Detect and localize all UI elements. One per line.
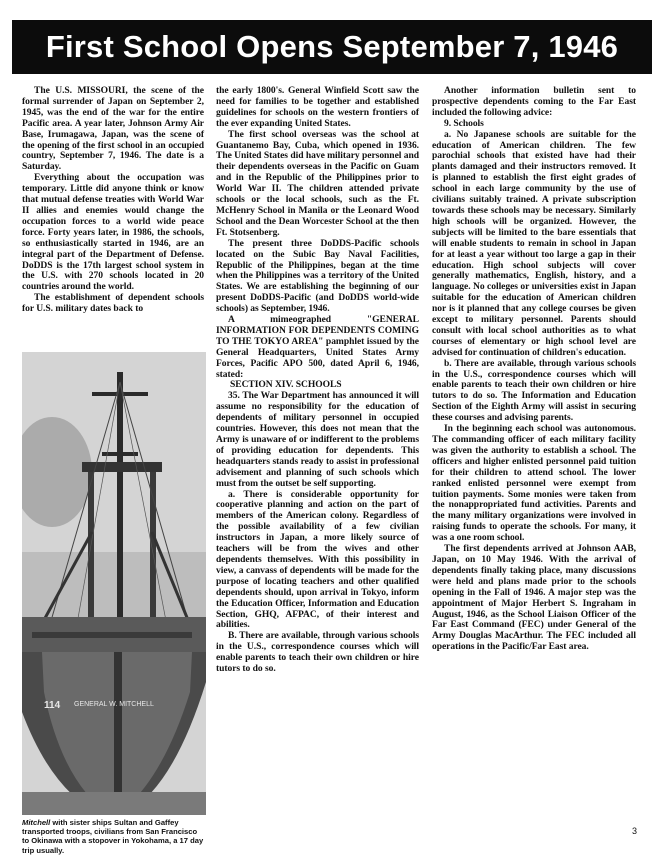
article-column-2: [216, 86, 419, 675]
paragraph: 35. The War Department has announced it will assume no responsibility for the education of dependents of military personnel in occupied countries. However, this does not mean that the Army is unaware of or indifferent to the problems of providing education for dependents. This headquarters stands ready to assist in professional advisement and planning of such schools which must from the outset be self supporting.: [216, 390, 419, 489]
paragraph: Another information bulletin sent to prospective dependents coming to the Far East included the following advice:: [432, 85, 636, 118]
photo-caption: [22, 818, 206, 855]
paragraph: B. There are available, through various schools in the U.S., correspondence courses which will enable parents to teach their own children or hire tutors to do so.: [216, 630, 419, 675]
paragraph: The U.S. MISSOURI, the scene of the formal surrender of Japan on September 2, 1945, was the end of the war for the entire Pacific area. A year later, Johnson Army Air Base, Irumagawa, Japan, was the scene of the opening of the first school in an occupied country, September 7, 1946. The date is a Saturday.: [22, 85, 204, 173]
paragraph: the early 1800's. General Winfield Scott saw the need for families to be together and established guidelines for schools on the western frontiers of the ever expanding United States.: [216, 85, 419, 129]
hull-name: GENERAL W. MITCHELL: [74, 701, 154, 708]
article-column-1: [22, 86, 204, 315]
page-title: First School Opens September 7, 1946: [12, 20, 652, 74]
section-heading: SECTION XIV. SCHOOLS: [230, 379, 342, 391]
ship-photo: [22, 352, 206, 815]
paragraph: The first school overseas was the school at Guantanemo Bay, Cuba, which opened in 1936. The United States did have military personnel and their dependents overseas in the Pacific on Guam and in the Republic of the Philippines prior to World War II. The children attended private schools or the local schools, such as the Ft. McHenry School in Manila or the Leonard Wood School and the Dean Worcester School at the then Ft. Stotsenberg.: [216, 128, 419, 238]
caption-text: with sister ships Sultan and Gaffey transported troops, civilians from San Francisco to Okinawa with a stopover in Yokohama, a 17 day trip usually.: [22, 818, 204, 855]
hull-number: 114: [44, 700, 61, 711]
paragraph: The present three DoDDS-Pacific schools located on the Subic Bay Naval Facilities, Republic of the Philippines, began at the time when the Philippines was a territory of the United States. We are establishing the beginning of our present DoDDS-Pacific (and DoDDS world-wide schools) as September, 1946.: [216, 237, 419, 315]
caption-ship-name: Mitchell: [22, 818, 51, 827]
paragraph: A mimeographed "GENERAL INFORMATION FOR DEPENDENTS COMING TO THE TOKYO AREA" pamphlet issued by the General Headquarters, United States Army Forces, Pacific APO 500, dated April 6, 1946, stated:: [216, 314, 419, 380]
paragraph: In the beginning each school was autonomous. The commanding officer of each military facility was given the authority to establish a school. The officers and higher enlisted personnel paid tuition for their children to attend school. The lower ranked enlisted personnel were exempt from tuition payments. Some monies were taken from the nonappropriated fund activities. Parents and the many military organizations were involved in raising funds to operate the schools. For many, it was a one room school.: [432, 423, 636, 544]
article-column-3: [432, 86, 636, 653]
paragraph: The first dependents arrived at Johnson AAB, Japan, on 10 May 1946. With the arrival of dependents finally taking place, many discussions were held and plans made prior to the schools opening in the Fall of 1946. A major step was the appointment of Major Herbert S. Ingraham in August, 1946, as the School Liaison Officer of the Far East Command (FEC) under General of the Army Douglas MacArthur. The FEC included all operations in the Pacific/Far East area.: [432, 543, 636, 653]
paragraph: b. There are available, through various schools in the U.S., correspondence courses which will enable parents to teach their own children or hire tutors to do so. The Information and Education Section of the Eighth Army will assist in securing these courses and advising parents.: [432, 357, 636, 424]
page-number: 3: [632, 826, 638, 836]
section-heading: 9. Schools: [444, 117, 484, 129]
paragraph: Everything about the occupation was temporary. Little did anyone think or know that mutual defense treaties with World War II allies and enemies would change the occupation forces to a world wide peace force. Forty years later, in 1986, the schools, so enthusiastically started in 1946, are an integral part of the Department of Defense. DoDDS is the 17th largest school system in the U.S. with 270 schools located in 20 countries around the world.: [22, 172, 204, 293]
paragraph: The establishment of dependent schools for U.S. military dates back to: [22, 292, 204, 315]
paragraph: a. No Japanese schools are suitable for the education of American children. The few parochial schools that existed have had their plants damaged and their instructors removed. It is planned to establish the first eight grades of school in each large community by the use of civilians suitably trained. A private subscription towards these schools may be necessary. Similarly high schools will be organized. However, the subjects will be limited to the bare essentials that will enable students to remain in school in Japan for at least a year without too large a gap in their education. High school subjects will cover generally mathematics, English, history, and a language. No colleges or universities exist in Japan suitable for the education of American children nor is it planned that any college courses be given except to military personnel. Parents should consult with local school authorities as to what courses of elementary or high school level are advised for continuation of children's education.: [432, 128, 636, 358]
paragraph: a. There is considerable opportunity for cooperative planning and action on the part of members of the American colony. Regardless of the possible availability of a few civilian instructors in Japan, a more likely source of teachers will be from the wives and other dependents themselves. With this possibility in view, a canvass of dependents will be made for the purpose of locating teachers and other qualified dependents should, upon arrival in Tokyo, inform the Education Officer, Information and Education Section, GHQ, AFPAC, of their interest and abilities.: [216, 488, 419, 631]
